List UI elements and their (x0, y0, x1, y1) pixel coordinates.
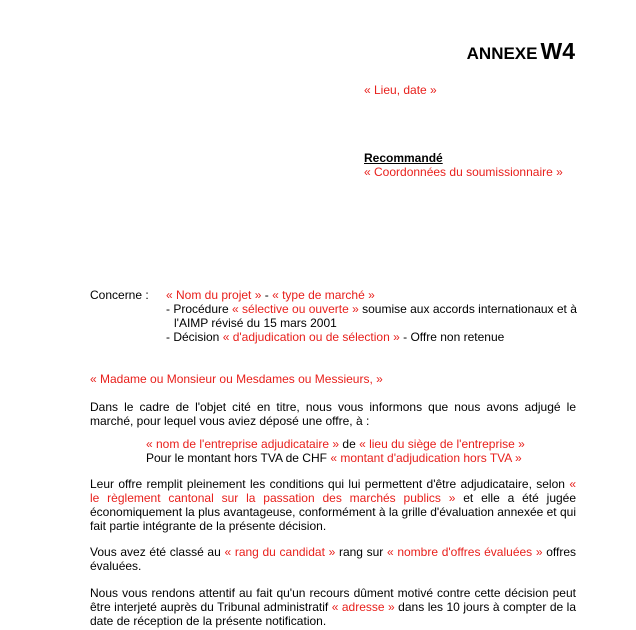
annex-word: ANNEXE (466, 44, 538, 63)
tribunal-address: « adresse » (331, 600, 395, 614)
concerne-procedure: - Procédure « sélective ou ouverte » soumise aux accords internationaux et à (166, 302, 577, 316)
annex-code: W4 (540, 38, 575, 64)
recipient-address: « Coordonnées du soumissionnaire » (364, 165, 563, 179)
winner-line: « nom de l'entreprise adjudicataire » de « lieu du siège de l'entreprise » (146, 437, 525, 451)
amount-value: « montant d'adjudication hors TVA » (330, 451, 522, 465)
paragraph-offer: Leur offre remplit pleinement les conditions qui lui permettent d'être adjudicataire, selon « le règlement cantonal sur la passation des marchés publics » et elle a été jugée économiquement la plus avantageuse, conformément à la grille d'évaluation annexée et qui fait partie intégrante de la présente décision. (90, 477, 577, 533)
concerne-label: Concerne : (90, 288, 149, 302)
paragraph-ranking: Vous avez été classé au « rang du candidat » rang sur « nombre d'offres évaluées » offres évaluées. (90, 545, 577, 573)
regulation-ref: « le règlement cantonal sur la passation des marchés publics » (90, 477, 576, 505)
recommande-label: Recommandé (364, 151, 443, 165)
place-date: « Lieu, date » (364, 83, 437, 97)
paragraph-appeal: Nous vous rendons attentif au fait qu'un recours dûment motivé contre cette décision peut être interjeté auprès du Tribunal administratif « adresse » dans les 10 jours à compter de la date de réception de la présente notification. (90, 586, 576, 628)
amount-line: Pour le montant hors TVA de CHF « montant d'adjudication hors TVA » (146, 451, 522, 465)
concerne-subject: « Nom du projet » - « type de marché » (166, 288, 375, 302)
project-name: « Nom du projet » (166, 288, 262, 302)
annex-title (466, 38, 575, 64)
winner-name: « nom de l'entreprise adjudicataire » (146, 437, 340, 451)
salutation: « Madame ou Monsieur ou Mesdames ou Messieurs, » (90, 372, 383, 386)
offers-count: « nombre d'offres évaluées » (386, 545, 543, 559)
procedure-type: « sélective ou ouverte » (232, 302, 359, 316)
candidate-rank: « rang du candidat » (224, 545, 336, 559)
paragraph-adjudication: Dans le cadre de l'objet cité en titre, nous vous informons que nous avons adjugé le marché, pour lequel vous aviez déposé une offre, à : (90, 400, 576, 428)
market-type: « type de marché » (272, 288, 375, 302)
winner-seat: « lieu du siège de l'entreprise » (359, 437, 525, 451)
concerne-procedure-cont: l'AIMP révisé du 15 mars 2001 (174, 316, 337, 330)
concerne-decision: - Décision « d'adjudication ou de sélection » - Offre non retenue (166, 330, 505, 344)
decision-type: « d'adjudication ou de sélection » (222, 330, 400, 344)
